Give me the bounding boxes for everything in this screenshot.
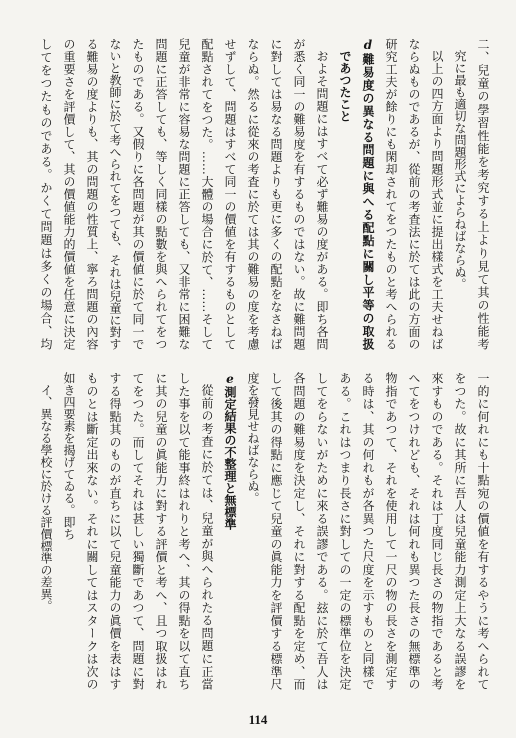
text-line: 問題に正答しても、等しく同樣の點數を與へられてをつ [154,38,168,350]
text-line: 二、兒童の學習性能を考究する上より見て其の性能考 [476,38,490,350]
text-line: に對しては易なる問題よりも更に多くの配點をなさねば [269,38,283,350]
text-line: してをつたものである。かくて問題は多くの場合、均 [39,38,53,350]
text-line: 從前の考査に於ては、兒童が與へられたる問題に正當 [200,384,214,690]
text-line: 配點されてをつた。……大體の場合に於て、……そして [200,38,214,350]
section-heading-text: 難易度の異なる問題に與へる配點に關し平等の取扱 [361,52,375,350]
text-line: する得點其のものが直ちに以て兒童能力の眞價を表はす [108,372,122,690]
text-line: およそ問題にはすべて必ず難易の度がある。即ち各問 [315,50,329,350]
upper-text-block [34,38,494,350]
text-line: てをつた。而してそれは甚しい獨斷であつて、問題に對 [131,372,145,690]
text-line: の重要さを評價して、其の價値能力的價値を任意に決定 [62,38,76,350]
text-line: に其の兒童の眞能力に對する評價と考へ、且つ取扱はれ [154,372,168,690]
section-heading-e [218,372,241,690]
section-heading-continuation: であつたこと [338,50,352,122]
text-line: ものとは斷定出來ない。それに關してはスタークは次の [85,372,99,690]
text-line: してをらないがために來る誤謬である。玆に於て吾人は [315,372,329,690]
lower-text-block [34,372,494,690]
text-line: 究に最も適切な問題形式によらねばならぬ。 [453,50,467,290]
text-line: ある。これはつまり長さに對しての一定の標準位を決定 [338,372,352,690]
text-line: をつた。故に其所に吾人は兒童能力測定上大なる誤謬を [453,372,467,690]
text-line: 來すものである。それは丁度同じ長さの物指であると考 [430,372,444,690]
text-line: した事を以て能事終はれりと考へ、其の得點を以て直ち [177,372,191,690]
page-number: 114 [248,712,268,727]
section-marker: d [361,38,375,52]
list-item: イ、異なる學校に於ける評價標準の差異。 [39,384,53,612]
text-line: 度を發見せねばならぬ。 [246,372,260,504]
text-line: 以上の四方面より問題形式並に提出樣式を工夫せねば [430,50,444,350]
text-line: ないと教師に於て考へられてをつても、それは兒童に對す [108,38,122,350]
text-line: る時は、其の何れもが各異つた尺度を示すものと同樣で [361,372,375,690]
text-line: 研究工夫が餘りにも閑却されてをつたものと考へられる [384,38,398,350]
text-line: ならぬものであるが、從前の考査法に於ては此の方面の [407,38,421,350]
text-line: 一的に何れにも十點宛の價値を有するやうに考へられて [476,372,490,690]
text-line: せずして、問題はすべて同一の價値を有するものとして [223,38,237,350]
section-heading-text: 測定結果の不整理と無標準 [223,386,237,530]
section-heading-d [356,38,379,350]
text-line: 兒童が非常に容易な問題に正答しても、又非常に困難な [177,38,191,350]
text-line: ならぬ。然るに從來の考査に於ては其の難易の度を考慮 [246,38,260,350]
text-line: たものである。又假りに各問題が其の價値に於て同一で [131,38,145,350]
section-marker: e [223,372,237,386]
text-line: へてをつけれども、それは何れも異つた長さの無標準の [407,372,421,690]
text-line: 如き四要素を揭げてゐる。即ち [62,372,76,540]
text-line: 物指であつて、それを使用して一尺の物の長さを測定す [384,372,398,690]
text-line: が悉く同一の難易度を有するものではない。故に難問題 [292,38,306,350]
text-line: る難易の度よりも、其の問題の性質上、寧ろ問題の內容 [85,38,99,350]
text-line: 各問題の難易度を決定し、それに對する配點を定め、而 [292,372,306,690]
text-line: して後其の得點に應じて兒童の眞能力を評價する標準尺 [269,372,283,690]
